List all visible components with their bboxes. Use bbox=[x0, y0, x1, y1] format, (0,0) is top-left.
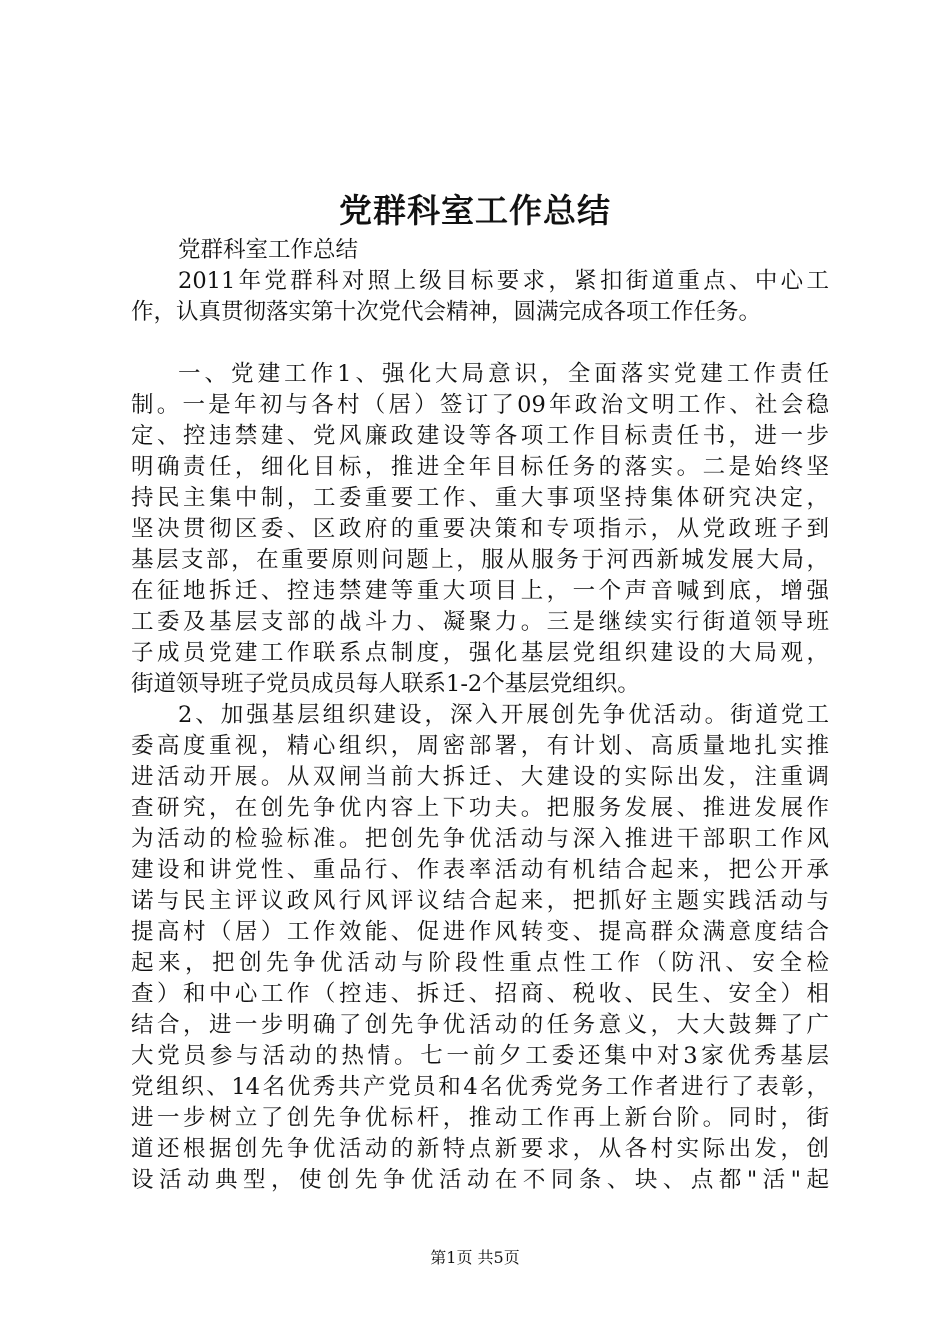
text-line: 子成员党建工作联系点制度，强化基层党组织建设的大局观， bbox=[131, 640, 829, 666]
text-line: 设活动典型，使创先争优活动在不同条、块、点都"活"起 bbox=[131, 1167, 829, 1193]
text-line: 起来，把创先争优活动与阶段性重点性工作（防汛、安全检 bbox=[131, 950, 829, 976]
text-line: 党群科室工作总结 bbox=[178, 237, 359, 263]
blank-line bbox=[131, 328, 829, 359]
text-line: 党组织、14名优秀共产党员和4名优秀党务工作者进行了表彰， bbox=[131, 1074, 829, 1100]
text-line: 委高度重视，精心组织，周密部署，有计划、高质量地扎实推 bbox=[131, 733, 829, 759]
text-line: 进活动开展。从双闸当前大拆迁、大建设的实际出发，注重调 bbox=[131, 764, 829, 790]
text-line: 2011年党群科对照上级目标要求，紧扣街道重点、中心工 bbox=[178, 268, 829, 294]
text-line: 查研究，在创先争优内容上下功夫。把服务发展、推进发展作 bbox=[131, 795, 829, 821]
text-line: 道还根据创先争优活动的新特点新要求，从各村实际出发，创 bbox=[131, 1136, 829, 1162]
text-line: 定、控违禁建、党风廉政建设等各项工作目标责任书，进一步 bbox=[131, 423, 829, 449]
page-footer: 第1页 共5页 bbox=[430, 1248, 520, 1267]
text-line: 查）和中心工作（控违、拆迁、招商、税收、民生、安全）相 bbox=[131, 981, 829, 1007]
text-line: 诺与民主评议政风行风评议结合起来，把抓好主题实践活动与 bbox=[131, 888, 829, 914]
text-line: 为活动的检验标准。把创先争优活动与深入推进干部职工作风 bbox=[131, 826, 829, 852]
text-line: 基层支部，在重要原则问题上，服从服务于河西新城发展大局， bbox=[131, 547, 829, 573]
text-line: 2、加强基层组织建设，深入开展创先争优活动。街道党工 bbox=[178, 702, 829, 728]
text-line: 一、党建工作1、强化大局意识，全面落实党建工作责任 bbox=[178, 361, 829, 387]
text-line: 明确责任，细化目标，推进全年目标任务的落实。二是始终坚 bbox=[131, 454, 829, 480]
text-line: 坚决贯彻区委、区政府的重要决策和专项指示，从党政班子到 bbox=[131, 516, 829, 542]
text-line: 建设和讲党性、重品行、作表率活动有机结合起来，把公开承 bbox=[131, 857, 829, 883]
text-line: 在征地拆迁、控违禁建等重大项目上，一个声音喊到底，增强 bbox=[131, 578, 829, 604]
text-line: 工委及基层支部的战斗力、凝聚力。三是继续实行街道领导班 bbox=[131, 609, 829, 635]
text-line: 结合，进一步明确了创先争优活动的任务意义，大大鼓舞了广 bbox=[131, 1012, 829, 1038]
text-line: 提高村（居）工作效能、促进作风转变、提高群众满意度结合 bbox=[131, 919, 829, 945]
text-line: 进一步树立了创先争优标杆，推动工作再上新台阶。同时，街 bbox=[131, 1105, 829, 1131]
text-line: 大党员参与活动的热情。七一前夕工委还集中对3家优秀基层 bbox=[131, 1043, 829, 1069]
text-line: 街道领导班子党员成员每人联系1-2个基层党组织。 bbox=[131, 671, 640, 697]
document-body bbox=[131, 235, 829, 1196]
document-title: 党群科室工作总结 bbox=[339, 191, 611, 230]
text-line: 作，认真贯彻落实第十次党代会精神，圆满完成各项工作任务。 bbox=[131, 299, 762, 325]
text-line: 制。一是年初与各村（居）签订了09年政治文明工作、社会稳 bbox=[131, 392, 829, 418]
text-line: 持民主集中制，工委重要工作、重大事项坚持集体研究决定， bbox=[131, 485, 829, 511]
